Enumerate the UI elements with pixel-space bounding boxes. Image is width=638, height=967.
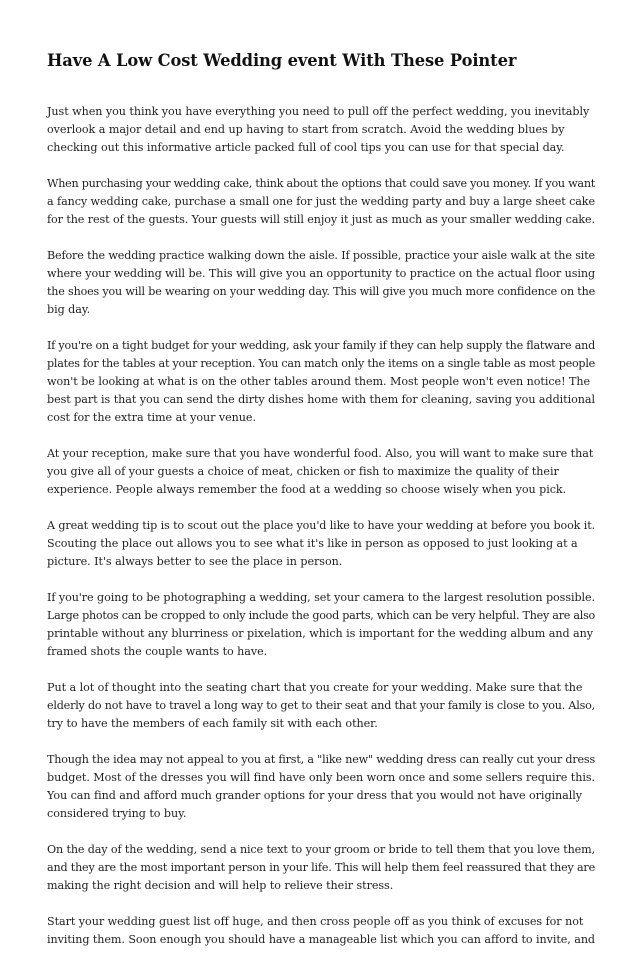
paragraph: [47, 841, 595, 895]
paragraph-line: elderly do not have to travel a long way to get to their seat and that your family is close to you. Also,: [47, 699, 595, 712]
paragraph: [47, 679, 595, 733]
paragraph-line: On the day of the wedding, send a nice text to your groom or bride to tell them that you love them,: [47, 843, 595, 856]
paragraph: [47, 913, 595, 949]
paragraph-line: the shoes you will be wearing on your wedding day. This will give you much more confidence on the: [47, 285, 595, 298]
paragraph-line: experience. People always remember the food at a wedding so choose wisely when you pick.: [47, 483, 567, 496]
paragraph-line: and they are the most important person in your life. This will help them feel reassured that they are: [47, 861, 595, 874]
paragraph-line: cost for the extra time at your venue.: [47, 411, 256, 424]
paragraph-line: overlook a major detail and end up having to start from scratch. Avoid the wedding blues by: [47, 123, 565, 136]
paragraph-line: you give all of your guests a choice of meat, chicken or fish to maximize the quality of their: [47, 465, 559, 478]
paragraph-line: framed shots the couple wants to have.: [47, 645, 268, 658]
paragraph-line: You can find and afford much grander options for your dress that you would not have originally: [47, 789, 583, 802]
paragraph-line: won't be looking at what is on the other tables around them. Most people won't even notice! The: [47, 375, 591, 388]
document-page: [47, 50, 595, 967]
paragraph: [47, 175, 595, 229]
paragraph-line: Put a lot of thought into the seating chart that you create for your wedding. Make sure that the: [47, 681, 583, 694]
paragraph-line: Before the wedding practice walking down the aisle. If possible, practice your aisle walk at the site: [47, 249, 595, 262]
paragraph-line: When purchasing your wedding cake, think about the options that could save you money. If you want: [47, 177, 595, 190]
paragraph-line: Start your wedding guest list off huge, and then cross people off as you think of excuses for not: [47, 915, 584, 928]
paragraph-line: Just when you think you have everything you need to pull off the perfect wedding, you inevitably: [47, 105, 590, 118]
paragraph-line: Scouting the place out allows you to see what it's like in person as opposed to just looking at a: [47, 537, 578, 550]
document-body: [47, 103, 595, 949]
paragraph-line: checking out this informative article packed full of cool tips you can use for that special day.: [47, 141, 565, 154]
paragraph-line: inviting them. Soon enough you should have a manageable list which you can afford to invite, and: [47, 933, 595, 946]
paragraph: [47, 589, 595, 661]
paragraph-line: budget. Most of the dresses you will find have only been worn once and some sellers require this.: [47, 771, 595, 784]
paragraph-line: best part is that you can send the dirty dishes home with them for cleaning, saving you additional: [47, 393, 595, 406]
paragraph: [47, 337, 595, 427]
paragraph: [47, 247, 595, 319]
paragraph-line: making the right decision and will help to relieve their stress.: [47, 879, 394, 892]
paragraph-line: Though the idea may not appeal to you at first, a "like new" wedding dress can really cut your dress: [47, 753, 595, 766]
paragraph-line: where your wedding will be. This will give you an opportunity to practice on the actual floor using: [47, 267, 595, 280]
paragraph-line: considered trying to buy.: [47, 807, 187, 820]
paragraph-line: If you're on a tight budget for your wedding, ask your family if they can help supply the flatware and: [47, 339, 595, 352]
paragraph-line: picture. It's always better to see the place in person.: [47, 555, 343, 568]
paragraph-line: At your reception, make sure that you have wonderful food. Also, you will want to make sure that: [47, 447, 594, 460]
document-title: Have A Low Cost Wedding event With These Pointer: [47, 51, 517, 70]
paragraph: [47, 751, 595, 823]
paragraph-line: If you're going to be photographing a wedding, set your camera to the largest resolution possible.: [47, 591, 595, 604]
paragraph-line: Large photos can be cropped to only include the good parts, which can be very helpful. They are also: [47, 609, 595, 622]
paragraph-line: big day.: [47, 303, 91, 316]
paragraph-line: a fancy wedding cake, purchase a small one for just the wedding party and buy a large sheet cake: [47, 195, 595, 208]
paragraph-line: plates for the tables at your reception. You can match only the items on a single table as most people: [47, 357, 595, 370]
paragraph-line: for the rest of the guests. Your guests will still enjoy it just as much as your smaller wedding cake.: [47, 213, 595, 226]
paragraph: [47, 445, 595, 499]
paragraph-line: try to have the members of each family sit with each other.: [47, 717, 378, 730]
paragraph: [47, 517, 595, 571]
paragraph-line: printable without any blurriness or pixelation, which is important for the wedding album and any: [47, 627, 593, 640]
paragraph-line: A great wedding tip is to scout out the place you'd like to have your wedding at before you book it.: [47, 519, 595, 532]
paragraph: [47, 103, 595, 157]
